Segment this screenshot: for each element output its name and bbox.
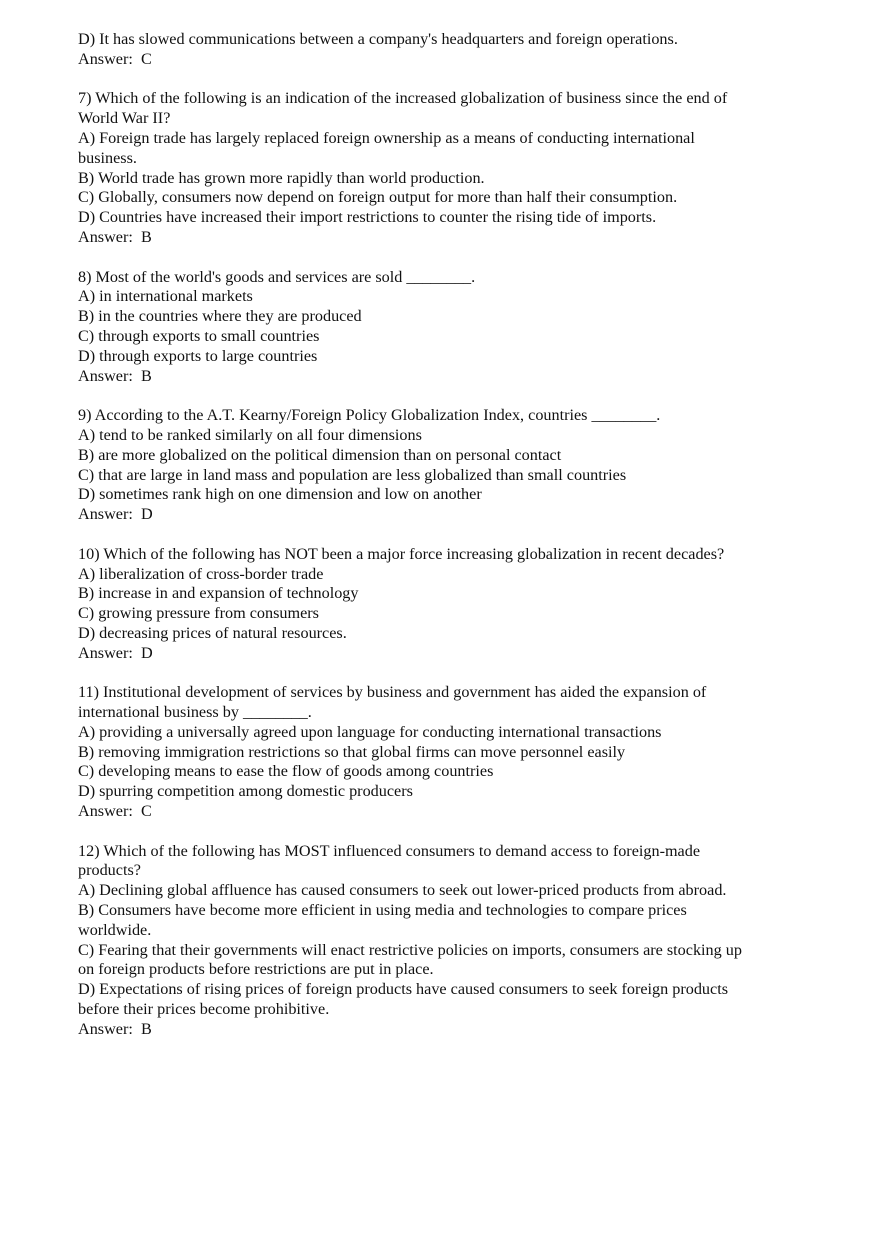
option-text: D) decreasing prices of natural resources. [78,623,347,642]
question-stem: World War II? [78,109,171,128]
previous-question-tail [78,30,798,70]
question-11 [78,683,798,822]
question-stem: products? [78,861,141,880]
answer-text: Answer: C [78,49,152,68]
option-text: business. [78,148,137,167]
question-stem: 7) Which of the following is an indication of the increased globalization of business since the end of [78,89,728,108]
option-text: B) Consumers have become more efficient in using media and technologies to compare prices [78,901,687,920]
question-stem: 11) Institutional development of services by business and government has aided the expansion of [78,683,707,702]
option-text: D) Expectations of rising prices of foreign products have caused consumers to seek foreign products [78,980,729,999]
question-stem: 12) Which of the following has MOST influenced consumers to demand access to foreign-made [78,841,701,860]
option-text: D) Countries have increased their import restrictions to counter the rising tide of imports. [78,208,657,227]
question-stem: international business by ________. [78,703,312,722]
question-stem: 10) Which of the following has NOT been a major force increasing globalization in recent decades? [78,544,725,563]
answer-text: Answer: C [78,802,152,821]
answer-text: Answer: B [78,1019,152,1038]
option-text: A) Foreign trade has largely replaced foreign ownership as a means of conducting international [78,128,695,147]
question-stem: 8) Most of the world's goods and services are sold ________. [78,267,476,286]
option-text: C) through exports to small countries [78,326,320,345]
question-9 [78,406,798,525]
answer-text: Answer: B [78,366,152,385]
document-page [78,30,798,1040]
option-text: C) that are large in land mass and population are less globalized than small countries [78,465,627,484]
question-12 [78,842,798,1040]
option-text: B) are more globalized on the political dimension than on personal contact [78,445,562,464]
question-10 [78,545,798,664]
question-stem: 9) According to the A.T. Kearny/Foreign Policy Globalization Index, countries ________. [78,406,661,425]
option-text: A) providing a universally agreed upon language for conducting international transactions [78,722,662,741]
option-text: on foreign products before restrictions are put in place. [78,960,434,979]
option-text: C) developing means to ease the flow of goods among countries [78,762,494,781]
option-text: C) growing pressure from consumers [78,604,319,623]
answer-text: Answer: D [78,505,153,524]
option-text: before their prices become prohibitive. [78,1000,330,1019]
question-8 [78,268,798,387]
option-text: A) tend to be ranked similarly on all four dimensions [78,425,422,444]
option-text: D) spurring competition among domestic producers [78,782,413,801]
option-text: D) It has slowed communications between a company's headquarters and foreign operations. [78,30,678,48]
option-text: D) sometimes rank high on one dimension and low on another [78,485,482,504]
option-text: D) through exports to large countries [78,346,318,365]
option-text: A) in international markets [78,287,253,306]
option-text: B) in the countries where they are produced [78,307,362,326]
option-text: worldwide. [78,920,152,939]
option-text: A) liberalization of cross-border trade [78,564,324,583]
option-text: C) Globally, consumers now depend on foreign output for more than half their consumption. [78,188,678,207]
question-7 [78,89,798,247]
option-text: C) Fearing that their governments will enact restrictive policies on imports, consumers are stocking up [78,940,742,959]
answer-text: Answer: B [78,227,152,246]
option-text: A) Declining global affluence has caused consumers to seek out lower-priced products from abroad. [78,881,727,900]
option-text: B) removing immigration restrictions so that global firms can move personnel easily [78,742,626,761]
answer-text: Answer: D [78,643,153,662]
option-text: B) increase in and expansion of technology [78,584,359,603]
option-text: B) World trade has grown more rapidly than world production. [78,168,485,187]
